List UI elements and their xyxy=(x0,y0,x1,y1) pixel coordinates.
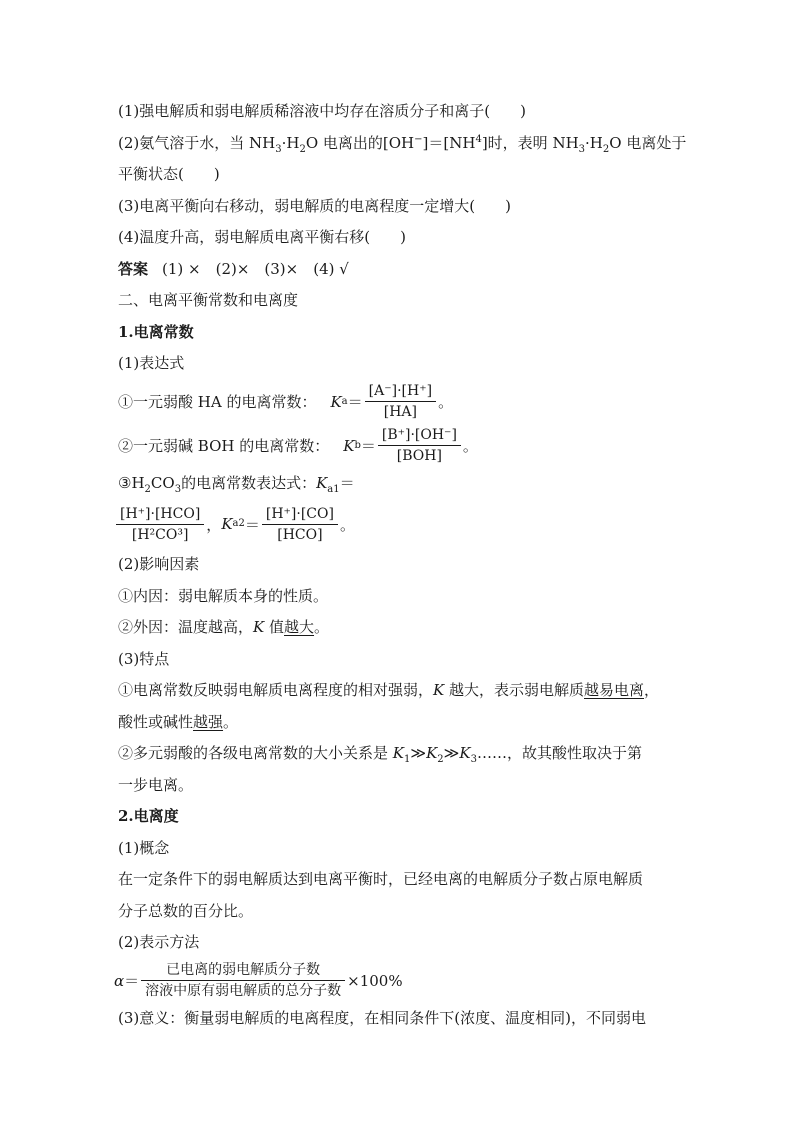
alpha-fraction: $\frac{\text{已电离的弱电解质分子数}}{\text{溶液中原有弱电解质的总分子数}}$ xyxy=(141,960,345,1001)
question-4: (4)温度升高，弱电解质电离平衡右移( ) xyxy=(118,228,406,246)
question-2-line-1: (2)氨气溶于水，当 $NH_3\cdot H_2O$ 电离出的$[OH^-]=[NH^4]$时，表明 $NH_3\cdot H_2O$ 电离处于 xyxy=(118,133,687,155)
inner-factor: ①内因：弱电解质本身的性质。 xyxy=(118,586,329,605)
subsection-ionization-degree: 2.电离度 xyxy=(118,807,179,825)
feature-2-line-1: ②多元弱酸的各级电离常数的大小关系是 $K_1≫K_2≫K_3\dots\dots$，故其酸性取决于第 xyxy=(118,744,642,765)
h2co3-heading: $③H_2CO_3$的电离常数表达式：$K_{a1}=$ xyxy=(118,473,355,495)
subsection-ionization-constant: 1.电离常数 xyxy=(118,322,194,341)
features-heading: (3)特点 xyxy=(118,649,170,668)
outer-factor: ②外因：温度越高，K 值越大。 xyxy=(118,618,330,636)
feature-2-line-2: 一步电离。 xyxy=(118,775,194,794)
concept-heading: (1)概念 xyxy=(118,838,170,857)
ka-expression: ①一元弱酸 HA 的电离常数： K a ＝ $\frac{[A^-]\cdot[H^+]}{[HA]}$ 。 xyxy=(118,383,454,420)
document-page xyxy=(114,96,687,1034)
feature-1-line-1: ①电离常数反映弱电解质电离程度的相对强弱，K 越大，表示弱电解质越易电离， xyxy=(118,681,660,699)
question-2-line-2: 平衡状态( ) xyxy=(118,165,220,183)
feature-1-line-2: 酸性或碱性越强。 xyxy=(118,712,239,731)
answer-items: (1) × (2)× (3)× (4) √ xyxy=(162,259,349,278)
factors-heading: (2)影响因素 xyxy=(118,555,200,573)
kb-expression: ②一元弱碱 BOH 的电离常数： K b ＝ $\frac{[B^+]\cdot[OH^-]}{\text{[BOH]}}$ 。 xyxy=(118,427,478,464)
concept-text-line-2: 分子总数的百分比。 xyxy=(118,901,254,920)
meaning-line: (3)意义：衡量弱电解质的电离程度，在相同条件下(浓度、温度相同)，不同弱电 xyxy=(118,1008,646,1027)
expression-heading: (1)表达式 xyxy=(118,354,185,372)
ka1-fraction: $\frac{\text{[H⁺]·[HCO]}}{\text{[H²CO³]}}$ xyxy=(116,504,204,545)
kb-fraction: $\frac{[B^+]\cdot[OH^-]}{\text{[BOH]}}$ xyxy=(378,425,461,466)
question-1: (1)强电解质和弱电解质稀溶液中均存在溶质分子和离子( ) xyxy=(118,102,526,120)
answer-label: 答案 xyxy=(118,259,149,278)
question-3: (3)电离平衡向右移动，弱电解质的电离程度一定增大( ) xyxy=(118,196,511,215)
alpha-formula: α ＝ $\frac{\text{已电离的弱电解质分子数}}{\text{溶液中原有弱电解质的总分子数}}$ ×100% xyxy=(114,962,403,999)
answer-line xyxy=(118,254,683,286)
h2co3-fractions: $\frac{\text{[H⁺]·[HCO]}}{\text{[H²CO³]}}$ ， K a2 ＝ $\frac{[H^+]\cdot[CO]}{\text{[HCO]}}$ 。 xyxy=(114,499,683,549)
method-heading: (2)表示方法 xyxy=(118,933,200,951)
section-heading: 二、电离平衡常数和电离度 xyxy=(118,291,299,309)
ka-fraction: $\frac{[A^-]\cdot[H^+]}{[HA]}$ xyxy=(365,381,436,422)
ka2-fraction: $\frac{[H^+]\cdot[CO]}{\text{[HCO]}}$ xyxy=(262,504,338,545)
concept-text-line-1: 在一定条件下的弱电解质达到电离平衡时，已经电离的电解质分子数占原电解质 xyxy=(118,870,644,888)
